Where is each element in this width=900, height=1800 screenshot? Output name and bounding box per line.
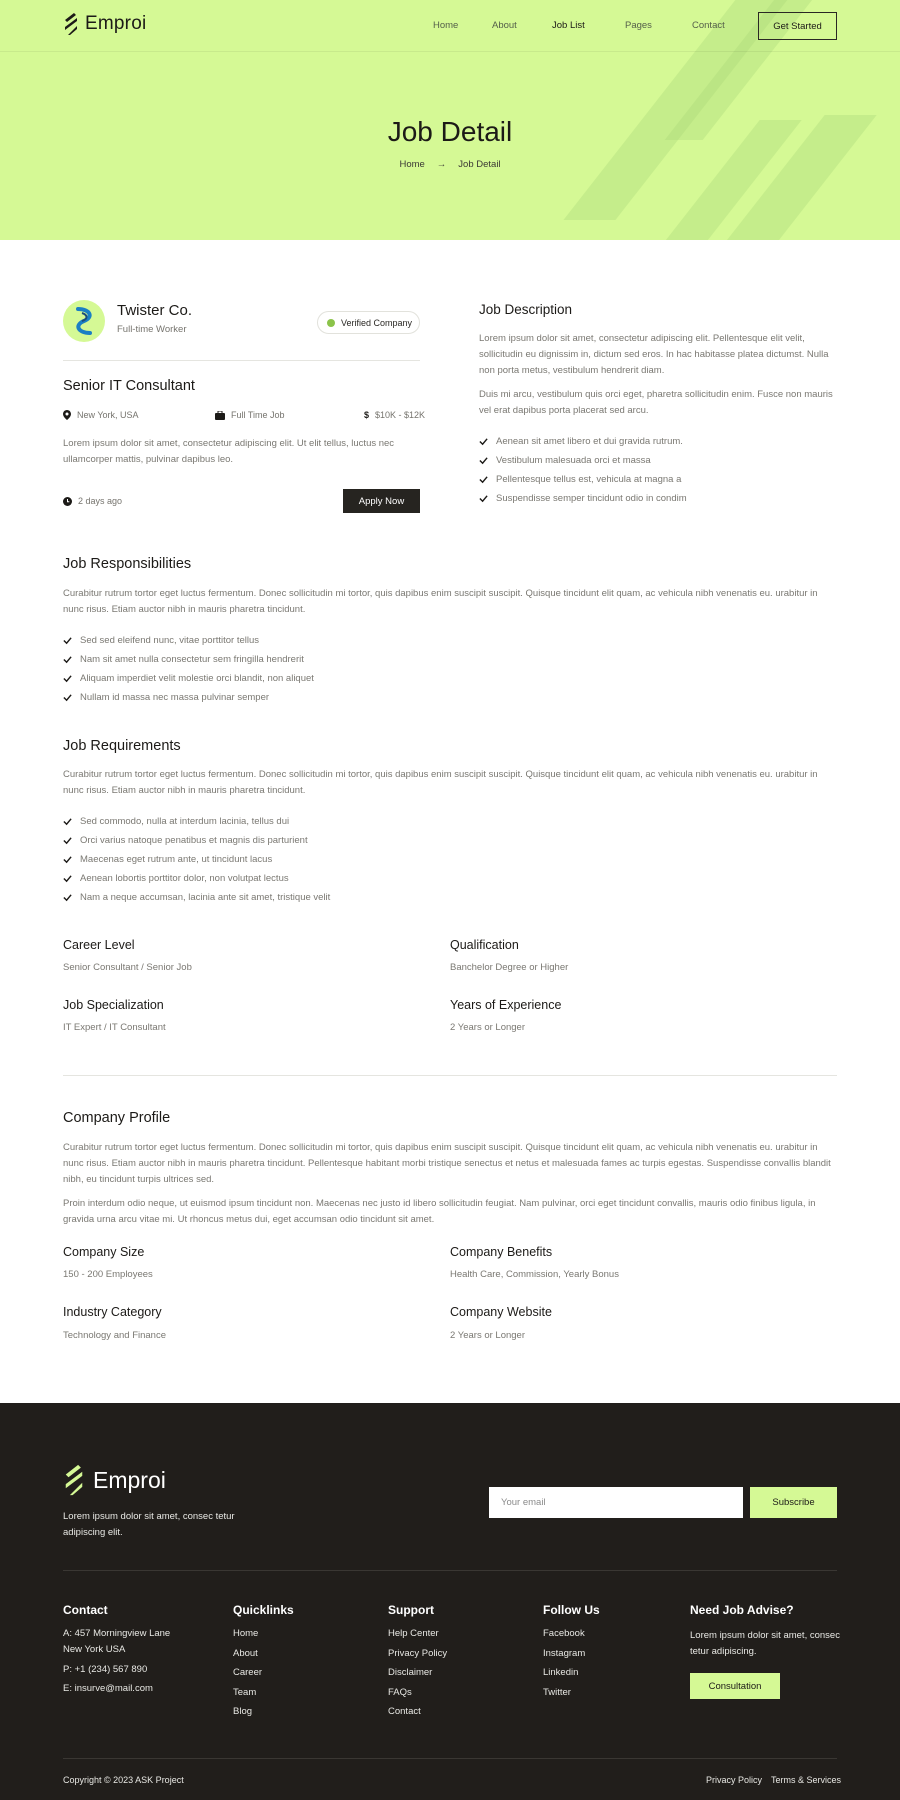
check-icon [479, 475, 488, 484]
description-list [479, 432, 687, 508]
list-item [479, 489, 687, 508]
brand-logo-icon [63, 1463, 85, 1497]
list-item [479, 432, 687, 451]
check-icon [479, 494, 488, 503]
nav-job-list[interactable]: Job List [552, 20, 585, 31]
section-divider [63, 1075, 837, 1076]
footer-bottom-divider [63, 1758, 837, 1759]
footer-advise-title: Need Job Advise? [690, 1603, 794, 1617]
posted-time [63, 496, 122, 506]
card-divider [63, 360, 420, 361]
job-description-title: Job Description [479, 302, 573, 317]
experience-value: 2 Years or Longer [450, 1022, 526, 1033]
list-item-text: Nam sit amet nulla consectetur sem fringilla hendrerit [80, 654, 304, 665]
list-item-text: Suspendisse semper tincidunt odio in condim [496, 493, 687, 504]
list-item-text: Nullam id massa nec massa pulvinar semper [80, 692, 270, 703]
job-location [63, 410, 139, 420]
footer-follow [543, 1603, 600, 1706]
nav-pages[interactable]: Pages [625, 20, 652, 31]
list-item [63, 631, 314, 650]
map-pin-icon [63, 410, 71, 420]
footer-support-title: Support [388, 1603, 434, 1617]
job-summary: Lorem ipsum dolor sit amet, consectetur adipiscing elit. Ut elit tellus, luctus nec ullamcorper mattis, pulvinar dapibus leo. [63, 438, 395, 465]
verified-label: Verified Company [341, 317, 413, 328]
footer-link-privacy[interactable]: Privacy Policy [388, 1647, 448, 1659]
nav-home[interactable]: Home [433, 20, 459, 31]
footer-link-blog[interactable]: Blog [233, 1706, 253, 1717]
job-description-p1: Lorem ipsum dolor sit amet, consectetur adipiscing elit. Pellentesque elit velit, sollicitudin eu dignissim in, dictum sed eros. In hac habitasse platea dictumst. Nulla non porta metus, vestibulum hendrerit diam. [479, 333, 829, 376]
footer-advise [690, 1603, 840, 1660]
job-title: Senior IT Consultant [63, 378, 195, 394]
footer-link-team[interactable]: Team [233, 1686, 257, 1698]
company-name: Twister Co. [117, 302, 193, 319]
nav-about[interactable]: About [492, 20, 517, 31]
breadcrumb-home[interactable]: Home [399, 159, 425, 170]
footer-link-faqs[interactable]: FAQs [388, 1686, 412, 1698]
footer-quicklinks-title: Quicklinks [233, 1603, 294, 1617]
footer-support [388, 1603, 447, 1726]
requirements-text: Curabitur rutrum tortor eget luctus fermentum. Donec sollicitudin mi tortor, quis dapibus enim suscipit suscipit. Quisque tincidunt elit quam, ac vehicula nibh venenatis eu. urabitur in nunc risus. Etiam auctor nibh in mauris pharetra tincidunt. [63, 769, 818, 796]
footer-brand-name: Emproi [93, 1466, 166, 1493]
list-item [479, 470, 687, 489]
footer-contact-title: Contact [63, 1603, 108, 1617]
company-website-label: Company Website [450, 1305, 552, 1319]
check-icon [479, 456, 488, 465]
company-website-value: 2 Years or Longer [450, 1330, 526, 1341]
check-icon [63, 836, 72, 845]
footer-terms-link[interactable]: Terms & Services [771, 1775, 842, 1785]
company-logo [63, 300, 105, 342]
brand-logo[interactable] [63, 12, 146, 36]
company-type: Full-time Worker [117, 324, 187, 335]
list-item-text: Sed sed eleifend nunc, vitae porttitor tellus [80, 635, 260, 646]
list-item-text: Vestibulum malesuada orci et massa [496, 455, 651, 466]
footer-advise-text: Lorem ipsum dolor sit amet, consec tetur adipiscing. [690, 1630, 840, 1657]
salary-text: $10K - $12K [375, 410, 426, 420]
nav-contact[interactable]: Contact [692, 20, 725, 31]
company-size-label: Company Size [63, 1245, 145, 1259]
check-icon [63, 855, 72, 864]
requirements-title: Job Requirements [63, 738, 181, 754]
briefcase-icon [215, 411, 225, 420]
company-size-value: 150 - 200 Employees [63, 1269, 153, 1280]
footer-logo[interactable] [63, 1463, 166, 1497]
company-profile-p1: Curabitur rutrum tortor eget luctus fermentum. Donec sollicitudin mi tortor, quis dapibus enim suscipit suscipit. Quisque tincidunt elit quam, ac vehicula nibh venenatis eu. urabitur in nunc risus. Etiam auctor nibh in mauris pharetra tincidunt. Pellentesque habitant morbi tristique senectus et netus et malesuada fames ac turpis egestas. Suspendisse convallis blandit nibh, eu tincidunt turpis ultrices sed. [63, 1142, 831, 1185]
check-icon [63, 636, 72, 645]
list-item [63, 869, 330, 888]
top-nav [0, 0, 900, 52]
footer-follow-title: Follow Us [543, 1603, 600, 1617]
breadcrumb [0, 159, 900, 170]
page-title: Job Detail [387, 116, 513, 147]
contact-email[interactable]: E: insurve@mail.com [63, 1683, 153, 1694]
qualification-label: Qualification [450, 938, 519, 952]
arrow-right-icon: → [436, 159, 447, 170]
company-profile-title: Company Profile [63, 1110, 171, 1126]
job-type [215, 410, 285, 420]
check-icon [63, 817, 72, 826]
footer-link-help-center[interactable]: Help Center [388, 1628, 439, 1639]
brand-name: Emproi [85, 13, 147, 34]
list-item [63, 812, 330, 831]
footer-link-facebook[interactable]: Facebook [543, 1628, 585, 1639]
footer-link-twitter[interactable]: Twitter [543, 1686, 571, 1698]
site-footer [0, 1403, 900, 1800]
footer-link-career[interactable]: Career [233, 1667, 263, 1678]
contact-address: A: 457 Morningview Lane [63, 1628, 171, 1639]
footer-privacy-link[interactable]: Privacy Policy [706, 1775, 763, 1785]
list-item-text: Sed commodo, nulla at interdum lacinia, tellus dui [80, 816, 290, 827]
check-icon [479, 437, 488, 446]
get-started-button[interactable]: Get Started [758, 12, 837, 40]
list-item [63, 888, 330, 907]
responsibilities-list [63, 631, 314, 707]
responsibilities-text: Curabitur rutrum tortor eget luctus fermentum. Donec sollicitudin mi tortor, quis dapibus enim suscipit suscipit. Quisque tincidunt elit quam, ac vehicula nibh venenatis eu. urabitur in nunc risus. Etiam auctor nibh in mauris pharetra tincidunt. [63, 588, 818, 615]
verified-dot-icon [327, 319, 335, 327]
posted-text: 2 days ago [78, 496, 123, 506]
breadcrumb-current: Job Detail [458, 159, 501, 170]
requirements-list [63, 812, 330, 907]
footer-quicklinks [233, 1603, 294, 1726]
list-item-text: Aliquam imperdiet velit molestie orci blandit, non aliquet [80, 673, 314, 684]
list-item-text: Aenean sit amet libero et dui gravida rutrum. [496, 436, 683, 447]
specialization-label: Job Specialization [63, 998, 164, 1012]
list-item [63, 669, 314, 688]
industry-category-value: Technology and Finance [63, 1330, 166, 1341]
brand-logo-icon [63, 12, 79, 36]
list-item-text: Pellentesque tellus est, vehicula at magna a [496, 474, 682, 485]
footer-link-contact[interactable]: Contact [388, 1706, 421, 1717]
verified-badge [317, 311, 420, 334]
subscribe-button[interactable]: Subscribe [750, 1487, 837, 1518]
career-level-label: Career Level [63, 938, 135, 952]
footer-link-linkedin[interactable]: Linkedin [543, 1667, 579, 1678]
experience-label: Years of Experience [450, 998, 562, 1012]
dollar-icon: $ [364, 410, 370, 420]
list-item [63, 650, 314, 669]
list-item-text: Nam a neque accumsan, lacinia ante sit amet, tristique velit [80, 892, 331, 903]
apply-now-button[interactable]: Apply Now [343, 489, 420, 513]
footer-link-instagram[interactable]: Instagram [543, 1647, 586, 1659]
list-item [479, 451, 687, 470]
company-benefits-value: Health Care, Commission, Yearly Bonus [450, 1269, 619, 1280]
check-icon [63, 655, 72, 664]
list-item [63, 688, 314, 707]
hero-banner [0, 0, 900, 240]
company-benefits-label: Company Benefits [450, 1245, 553, 1259]
job-description-p2: Duis mi arcu, vestibulum quis orci eget, pharetra sollicitudin enim. Fusce non mauris vel erat dapibus porta placerat sed arcu. [479, 389, 833, 416]
check-icon [63, 874, 72, 883]
check-icon [63, 893, 72, 902]
twister-logo-icon [72, 307, 96, 335]
career-level-value: Senior Consultant / Senior Job [63, 962, 192, 973]
list-item-text: Orci varius natoque penatibus et magnis dis parturient [80, 835, 308, 846]
contact-city: New York USA [63, 1644, 126, 1655]
footer-link-home[interactable]: Home [233, 1628, 259, 1639]
contact-phone[interactable]: P: +1 (234) 567 890 [63, 1663, 148, 1675]
qualification-value: Banchelor Degree or Higher [450, 962, 569, 973]
list-item [63, 850, 330, 869]
list-item-text: Aenean lobortis porttitor dolor, non volutpat lectus [80, 873, 289, 884]
check-icon [63, 693, 72, 702]
footer-tagline: Lorem ipsum dolor sit amet, consec tetur adipiscing elit. [63, 1511, 235, 1538]
email-input[interactable] [489, 1487, 743, 1518]
footer-link-disclaimer[interactable]: Disclaimer [388, 1667, 433, 1678]
copyright: Copyright © 2023 ASK Project [63, 1775, 184, 1785]
clock-icon [63, 497, 72, 506]
consultation-button[interactable]: Consultation [690, 1673, 780, 1699]
footer-contact [63, 1603, 170, 1703]
list-item [63, 831, 330, 850]
job-salary [364, 410, 425, 420]
check-icon [63, 674, 72, 683]
list-item-text: Maecenas eget rutrum ante, ut tincidunt lacus [80, 854, 273, 865]
specialization-value: IT Expert / IT Consultant [63, 1022, 166, 1033]
footer-divider [63, 1570, 837, 1571]
footer-link-about[interactable]: About [233, 1647, 258, 1659]
responsibilities-title: Job Responsibilities [63, 556, 192, 572]
employment-text: Full Time Job [231, 410, 285, 420]
location-text: New York, USA [77, 410, 139, 420]
industry-category-label: Industry Category [63, 1305, 162, 1319]
company-profile-p2: Proin interdum odio neque, ut euismod ipsum tincidunt non. Maecenas nec justo id libero sollicitudin feugiat. Nam pulvinar, orci eget tincidunt convallis, mauris odio finibus ligula, in gravida urna arcu vitae mi. Ut rhoncus metus dui, eget accumsan odio tincidunt sit amet. [63, 1198, 816, 1225]
